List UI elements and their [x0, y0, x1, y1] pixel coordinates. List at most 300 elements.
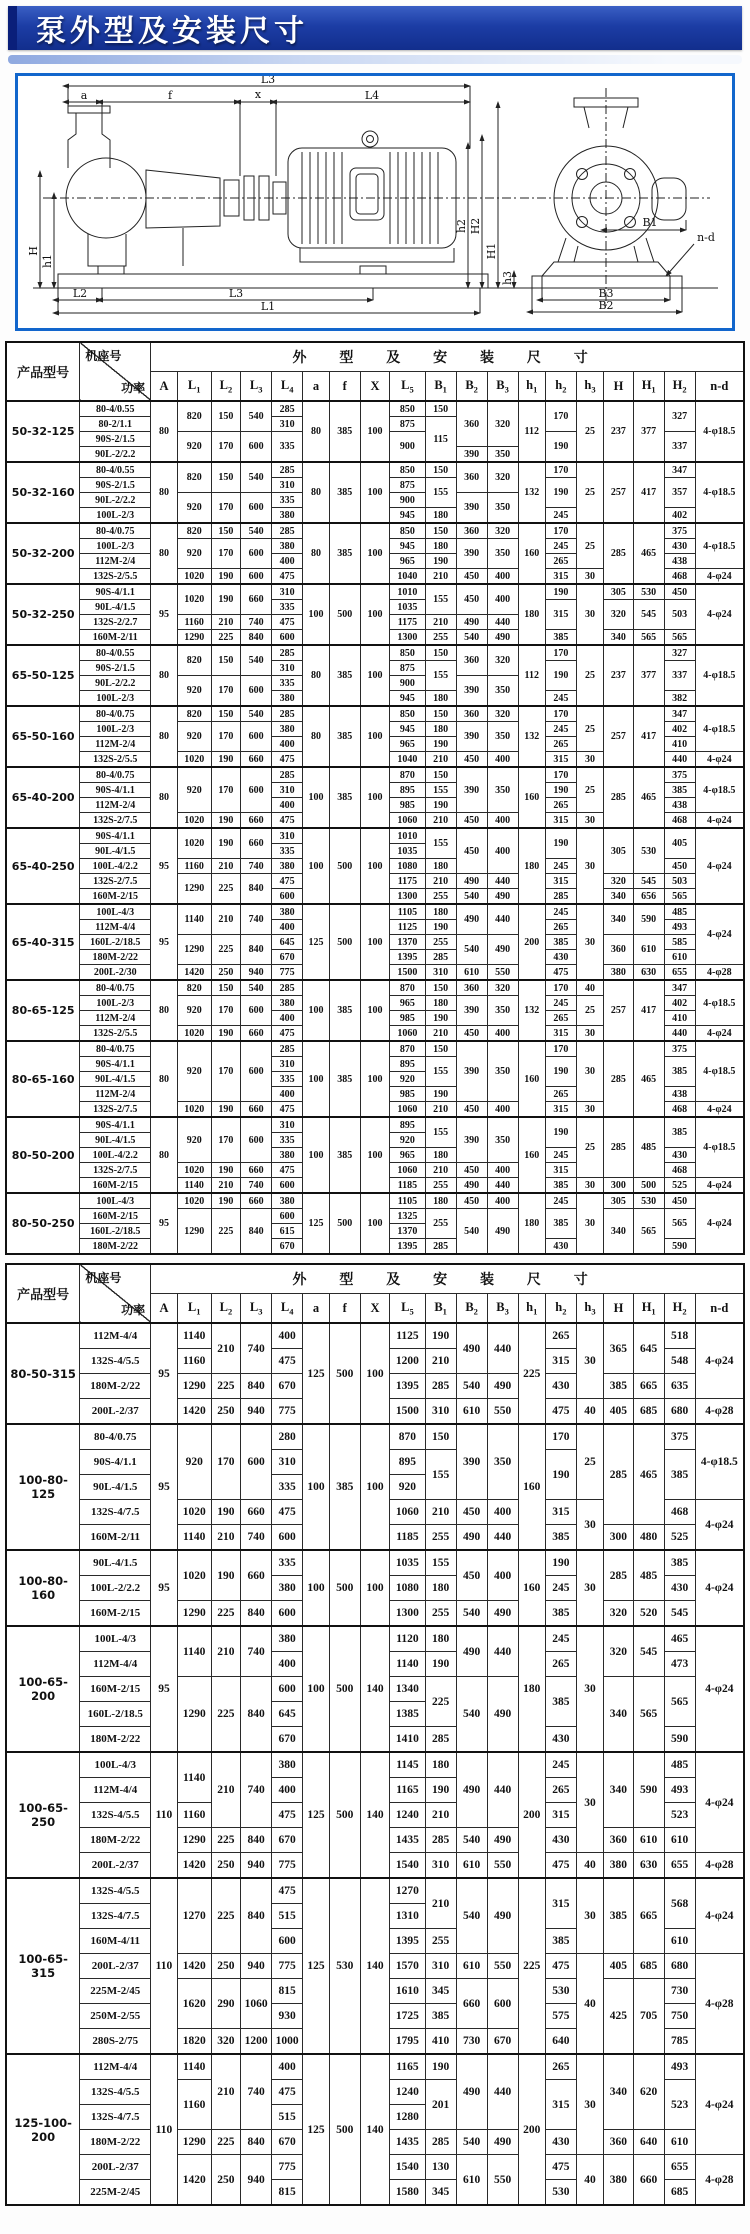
motor-power-cell: 112M-2/4: [80, 737, 151, 752]
dim-cell: 125: [303, 1752, 330, 1878]
dim-cell: 95: [151, 584, 178, 645]
dim-cell: 190: [211, 828, 241, 859]
dim-cell: 190: [211, 752, 241, 768]
dim-cell: 315: [545, 600, 576, 630]
motor-power-cell: 132S-2/2.7: [80, 615, 151, 630]
dim-cell: 490: [456, 874, 487, 889]
dim-cell: 265: [545, 554, 576, 569]
dim-cell: 490: [487, 889, 518, 905]
dim-cell: 170: [211, 539, 241, 569]
dim-cell: 155: [425, 828, 456, 859]
dim-label-B1: B1: [642, 216, 658, 229]
product-group: [6, 1550, 744, 1626]
dim-cell: 895: [390, 1117, 425, 1133]
dim-cell: 25: [576, 767, 603, 813]
dim-cell: 430: [545, 1828, 576, 1853]
dim-label-L3-bottom: L3: [228, 287, 244, 300]
motor-power-cell: 90L-4/1.5: [80, 600, 151, 615]
dim-cell: 590: [633, 904, 664, 935]
dim-cell: 465: [633, 1041, 664, 1117]
dim-cell: 265: [545, 1323, 576, 1349]
dim-cell: 930: [272, 2004, 303, 2029]
dim-cell: 245: [545, 1626, 576, 1652]
dim-cell: 132: [518, 462, 545, 523]
dim-cell: 110: [151, 1878, 178, 2054]
product-group: [6, 1752, 744, 1878]
dim-cell: 40: [576, 2155, 603, 2206]
dim-cell: 1140: [390, 1652, 425, 1677]
dim-cell: 360: [456, 645, 487, 676]
dim-cell: 490: [456, 1178, 487, 1194]
dim-cell: 245: [545, 859, 576, 874]
dim-cell: 600: [241, 1424, 272, 1500]
dim-cell: 390: [456, 493, 487, 524]
dim-cell: 405: [604, 1954, 634, 1979]
dim-cell: 285: [604, 1117, 634, 1178]
dim-label-h3: h3: [501, 270, 514, 286]
dim-cell: 377: [633, 401, 664, 462]
dim-cell: 100: [360, 523, 390, 584]
dim-cell: 340: [604, 2054, 634, 2130]
dim-cell: 180: [518, 584, 545, 645]
dim-cell: 815: [272, 2180, 303, 2206]
dim-cell: 115: [425, 417, 456, 463]
dim-cell: 425: [604, 1979, 634, 2055]
dim-cell: 190: [545, 1550, 576, 1576]
dim-cell: 540: [241, 980, 272, 996]
dim-cell: 80: [303, 462, 330, 523]
dim-cell: 285: [272, 462, 303, 478]
dim-cell: 615: [272, 1224, 303, 1239]
motor-power-cell: 90S-4/1.1: [80, 584, 151, 600]
dim-cell: 660: [241, 584, 272, 615]
dim-cell: 190: [545, 1117, 576, 1148]
dim-cell: 310: [272, 478, 303, 493]
header-power: 功率: [121, 381, 146, 395]
dim-cell: 285: [272, 523, 303, 539]
dim-cell: 1175: [390, 615, 425, 630]
dim-label-L4: L4: [364, 89, 380, 102]
dim-cell: 255: [425, 1929, 456, 1954]
dim-cell: 400: [487, 828, 518, 874]
dim-cell: 440: [487, 2054, 518, 2130]
dim-cell: 150: [425, 523, 456, 539]
motor-power-cell: 160M-4/11: [80, 1929, 151, 1954]
dim-cell: 1160: [177, 615, 211, 630]
dim-cell: 440: [487, 1525, 518, 1551]
dim-cell: 468: [664, 569, 695, 585]
dim-cell: 155: [425, 584, 456, 615]
dim-cell: 1105: [390, 1193, 425, 1209]
dim-cell: 380: [604, 2155, 634, 2206]
spec-row: [6, 828, 744, 844]
dim-cell: 30: [576, 1323, 603, 1399]
dim-cell: 465: [633, 523, 664, 584]
dim-cell: 1020: [177, 828, 211, 859]
motor-power-cell: 200L-2/37: [80, 1399, 151, 1425]
dim-cell: 450: [664, 584, 695, 600]
dim-cell: 245: [545, 1193, 576, 1209]
dim-cell: 465: [633, 1424, 664, 1525]
dim-cell: 250: [211, 2155, 241, 2206]
dim-cell: 380: [272, 996, 303, 1011]
motor-power-cell: 132S-2/5.5: [80, 752, 151, 768]
dim-cell: 385: [329, 462, 360, 523]
dim-cell: 500: [329, 1752, 360, 1878]
dim-cell: 430: [664, 1576, 695, 1601]
dim-cell: 565: [664, 1677, 695, 1727]
header-frame-power-diagonal: [80, 342, 151, 401]
dim-cell: 315: [545, 1349, 576, 1374]
dim-cell: 540: [456, 1878, 487, 1954]
product-model-cell: 65-40-315: [6, 904, 80, 980]
dim-cell: 530: [545, 2180, 576, 2206]
header-col-X: X: [360, 1294, 390, 1324]
dim-cell: 285: [425, 1239, 456, 1255]
dim-cell: 310: [272, 1057, 303, 1072]
dim-cell: 180: [425, 1626, 456, 1652]
dim-cell: 170: [545, 706, 576, 722]
dim-cell: 820: [177, 523, 211, 539]
dim-cell: 210: [425, 813, 456, 829]
dim-cell: 310: [272, 783, 303, 798]
dim-cell: 310: [425, 1853, 456, 1879]
motor-power-cell: 112M-2/4: [80, 798, 151, 813]
spec-row: [6, 1626, 744, 1652]
dim-cell: 335: [272, 676, 303, 691]
motor-power-cell: 132S-4/5.5: [80, 1803, 151, 1828]
dim-cell: 1725: [390, 2004, 425, 2029]
motor-power-cell: 225M-2/45: [80, 2180, 151, 2206]
dim-cell: 385: [664, 1057, 695, 1087]
dim-cell: 350: [487, 447, 518, 463]
dim-cell: 4-φ28: [695, 2155, 744, 2206]
dim-cell: 340: [604, 889, 634, 905]
dim-cell: 390: [456, 1424, 487, 1500]
dim-cell: 155: [425, 478, 456, 508]
dim-cell: 920: [177, 539, 211, 569]
header-col-L1: $L_1$: [177, 372, 211, 402]
spec-row: [6, 2054, 744, 2080]
dim-cell: 490: [456, 1626, 487, 1677]
header-col-L5: $L_5$: [390, 1294, 425, 1324]
dim-cell: 190: [545, 661, 576, 691]
dim-cell: 4-φ18.5: [695, 523, 744, 569]
dim-cell: 500: [329, 1323, 360, 1424]
spec-table-section-2: [5, 1263, 745, 2206]
dim-cell: 255: [425, 1601, 456, 1627]
dim-cell: 375: [664, 1041, 695, 1057]
dim-cell: 385: [664, 1117, 695, 1148]
dim-label-f: f: [167, 89, 173, 102]
dim-cell: 565: [664, 889, 695, 905]
dim-cell: 660: [633, 2155, 664, 2206]
dim-cell: 493: [664, 2054, 695, 2080]
dim-cell: 327: [664, 401, 695, 432]
dim-cell: 465: [633, 767, 664, 828]
dim-cell: 340: [604, 1677, 634, 1753]
dim-cell: 30: [576, 1550, 603, 1626]
dim-cell: 545: [633, 1626, 664, 1677]
dim-cell: 180: [425, 1752, 456, 1778]
dim-cell: 305: [604, 584, 634, 600]
dim-cell: 160: [518, 767, 545, 828]
dim-cell: 523: [664, 2080, 695, 2130]
dim-cell: 820: [177, 462, 211, 493]
product-model-cell: 80-50-250: [6, 1193, 80, 1254]
motor-power-cell: 132S-2/7.5: [80, 1102, 151, 1118]
dim-cell: 610: [456, 1399, 487, 1425]
motor-power-cell: 80-4/0.55: [80, 401, 151, 417]
dim-cell: 265: [545, 1011, 576, 1026]
dim-cell: 1540: [390, 1853, 425, 1879]
dim-cell: 850: [390, 401, 425, 417]
dim-cell: 180: [425, 508, 456, 524]
dim-cell: 190: [545, 1057, 576, 1087]
dim-cell: 180: [425, 691, 456, 707]
dim-cell: 4-φ18.5: [695, 1117, 744, 1178]
product-model-cell: 80-65-160: [6, 1041, 80, 1117]
dim-cell: 4-φ24: [695, 1026, 744, 1042]
motor-power-cell: 100L-4/3: [80, 904, 151, 920]
dim-cell: 385: [329, 523, 360, 584]
dim-cell: 1280: [390, 2105, 425, 2130]
dim-cell: 525: [664, 1525, 695, 1551]
dim-cell: 190: [211, 1026, 241, 1042]
motor-power-cell: 90S-4/1.1: [80, 1057, 151, 1072]
dim-cell: 1020: [177, 1163, 211, 1178]
dim-cell: 400: [487, 1102, 518, 1118]
motor-power-cell: 180M-2/22: [80, 1374, 151, 1399]
dim-cell: 385: [664, 1550, 695, 1576]
dim-cell: 360: [456, 462, 487, 493]
dim-cell: 170: [545, 401, 576, 432]
dim-cell: 190: [545, 478, 576, 508]
dim-cell: 100: [360, 1550, 390, 1626]
dim-cell: 95: [151, 904, 178, 980]
dim-cell: 1290: [177, 1828, 211, 1853]
dim-cell: 4-φ24: [695, 904, 744, 965]
dim-cell: 490: [487, 935, 518, 965]
dim-cell: 1080: [390, 1576, 425, 1601]
dim-cell: 180: [518, 828, 545, 904]
dim-cell: 237: [604, 401, 634, 462]
dim-cell: 740: [241, 615, 272, 630]
dim-cell: 190: [545, 432, 576, 463]
dim-cell: 740: [241, 1525, 272, 1551]
motor-power-cell: 132S-4/5.5: [80, 1349, 151, 1374]
dim-cell: 100: [303, 828, 330, 904]
dim-cell: 30: [576, 813, 603, 829]
dim-cell: 170: [545, 980, 576, 996]
dim-cell: 380: [604, 965, 634, 981]
dim-cell: 210: [425, 874, 456, 889]
product-model-cell: 50-32-160: [6, 462, 80, 523]
dim-cell: 1570: [390, 1954, 425, 1979]
product-group: [6, 706, 744, 767]
dim-cell: 900: [390, 493, 425, 508]
dim-cell: 1165: [390, 1778, 425, 1803]
dim-cell: 440: [487, 1752, 518, 1828]
dim-cell: 310: [425, 1399, 456, 1425]
dim-cell: 190: [425, 798, 456, 813]
dim-cell: 480: [633, 1525, 664, 1551]
dim-cell: 255: [425, 889, 456, 905]
dim-label-B2: B2: [598, 299, 614, 312]
dim-cell: 190: [545, 783, 576, 798]
dim-cell: 347: [664, 462, 695, 478]
dim-cell: 95: [151, 828, 178, 904]
dim-cell: 155: [425, 1450, 456, 1500]
dim-cell: 1140: [177, 1525, 211, 1551]
product-model-cell: 65-50-125: [6, 645, 80, 706]
dim-cell: 150: [211, 523, 241, 539]
dim-cell: 450: [456, 828, 487, 874]
dim-cell: 95: [151, 1424, 178, 1550]
dim-cell: 30: [576, 1878, 603, 1954]
dim-cell: 565: [664, 630, 695, 646]
dim-cell: 380: [272, 508, 303, 524]
dim-cell: 380: [272, 691, 303, 707]
motor-power-cell: 90L-4/1.5: [80, 1550, 151, 1576]
dim-cell: 965: [390, 1148, 425, 1163]
dim-cell: 940: [241, 1853, 272, 1879]
motor-power-cell: 100L-4/3: [80, 1193, 151, 1209]
motor-power-cell: 160L-2/18.5: [80, 1702, 151, 1727]
dim-cell: 25: [576, 706, 603, 752]
dim-cell: 200: [518, 1752, 545, 1878]
dim-cell: 590: [633, 1752, 664, 1828]
dim-cell: 1140: [177, 1323, 211, 1349]
dim-cell: 305: [604, 1193, 634, 1209]
motor-power-cell: 90S-4/1.1: [80, 783, 151, 798]
dim-label-L1: L1: [260, 300, 276, 313]
dim-cell: 417: [633, 706, 664, 767]
dim-cell: 438: [664, 1087, 695, 1102]
dim-cell: 350: [487, 722, 518, 752]
dim-cell: 530: [633, 828, 664, 874]
product-group: [6, 1041, 744, 1117]
dim-cell: 1140: [177, 1178, 211, 1194]
dim-cell: 1035: [390, 844, 425, 859]
dim-cell: 385: [425, 2004, 456, 2029]
dim-cell: 473: [664, 1652, 695, 1677]
dim-cell: 468: [664, 1163, 695, 1178]
dim-cell: 320: [487, 523, 518, 539]
dim-cell: 490: [487, 630, 518, 646]
dim-cell: 475: [545, 2155, 576, 2180]
motor-power-cell: 90S-4/1.1: [80, 1117, 151, 1133]
dim-cell: 1240: [390, 1803, 425, 1828]
dim-cell: 30: [576, 828, 603, 904]
dim-cell: 310: [272, 661, 303, 676]
dim-cell: 110: [151, 2054, 178, 2205]
dim-cell: 1290: [177, 1374, 211, 1399]
dim-cell: 100: [360, 1424, 390, 1550]
page-title: 泵外型及安装尺寸: [36, 14, 308, 49]
motor-power-cell: 200L-2/37: [80, 1954, 151, 1979]
dim-cell: 100: [360, 706, 390, 767]
dim-cell: 225: [211, 2130, 241, 2155]
dim-cell: 670: [272, 1727, 303, 1753]
dim-cell: 225: [211, 1374, 241, 1399]
motor-power-cell: 180M-2/22: [80, 2130, 151, 2155]
dim-cell: 150: [211, 980, 241, 996]
motor-power-cell: 160M-2/15: [80, 1178, 151, 1194]
dim-cell: 380: [272, 722, 303, 737]
dim-cell: 670: [272, 1239, 303, 1255]
dim-cell: 660: [241, 1500, 272, 1525]
dim-cell: 775: [272, 965, 303, 981]
dim-cell: 385: [545, 1677, 576, 1727]
dim-cell: 100: [360, 645, 390, 706]
motor-power-cell: 100L-4/2.2: [80, 859, 151, 874]
dim-cell: 340: [604, 904, 634, 935]
dim-cell: 645: [272, 935, 303, 950]
dim-cell: 840: [241, 1601, 272, 1627]
dim-cell: 345: [425, 2180, 456, 2206]
dim-cell: 660: [241, 1550, 272, 1601]
dim-cell: 565: [633, 1209, 664, 1255]
dim-cell: 150: [425, 980, 456, 996]
motor-power-cell: 132S-2/5.5: [80, 1026, 151, 1042]
dim-cell: 245: [545, 1576, 576, 1601]
dim-cell: 265: [545, 1652, 576, 1677]
dim-cell: 190: [425, 920, 456, 935]
header-col-B1: $B_1$: [425, 1294, 456, 1324]
header-product-model: 产品型号: [6, 342, 80, 401]
dim-cell: 1020: [177, 569, 211, 585]
dim-cell: 920: [390, 1133, 425, 1148]
dim-cell: 125: [303, 1323, 330, 1424]
motor-power-cell: 100L-4/2.2: [80, 1148, 151, 1163]
dim-cell: 525: [664, 1178, 695, 1194]
motor-power-cell: 132S-2/7.5: [80, 874, 151, 889]
motor-power-cell: 112M-4/4: [80, 1323, 151, 1349]
header-outline-dims-title: 外 型 及 安 装 尺 寸: [151, 1264, 744, 1294]
dim-cell: 670: [272, 2130, 303, 2155]
dim-cell: 40: [576, 1399, 603, 1425]
dim-cell: 25: [576, 1117, 603, 1178]
motor-power-cell: 100L-2/3: [80, 539, 151, 554]
dim-cell: 400: [487, 1026, 518, 1042]
product-group: [6, 980, 744, 1041]
dim-cell: 265: [545, 798, 576, 813]
dim-label-H: H: [27, 246, 40, 256]
motor-power-cell: 80-4/0.75: [80, 706, 151, 722]
dim-cell: 4-φ28: [695, 1399, 744, 1425]
dim-cell: 875: [390, 417, 425, 432]
dim-cell: 160: [518, 1424, 545, 1550]
dim-cell: 380: [272, 904, 303, 920]
motor-power-cell: 80-4/0.75: [80, 1424, 151, 1450]
dim-cell: 635: [664, 1374, 695, 1399]
dim-cell: 1175: [390, 874, 425, 889]
dim-cell: 850: [390, 523, 425, 539]
dim-cell: 350: [487, 996, 518, 1026]
dim-cell: 255: [425, 630, 456, 646]
dim-cell: 660: [241, 813, 272, 829]
dim-cell: 568: [664, 1878, 695, 1929]
motor-power-cell: 132S-2/7.5: [80, 1163, 151, 1178]
dim-cell: 640: [545, 2029, 576, 2055]
product-model-cell: 50-32-125: [6, 401, 80, 462]
dim-cell: 870: [390, 980, 425, 996]
dim-cell: 402: [664, 996, 695, 1011]
dim-cell: 170: [545, 645, 576, 661]
dim-cell: 530: [329, 1878, 360, 2054]
motor-power-cell: 160M-2/15: [80, 1209, 151, 1224]
